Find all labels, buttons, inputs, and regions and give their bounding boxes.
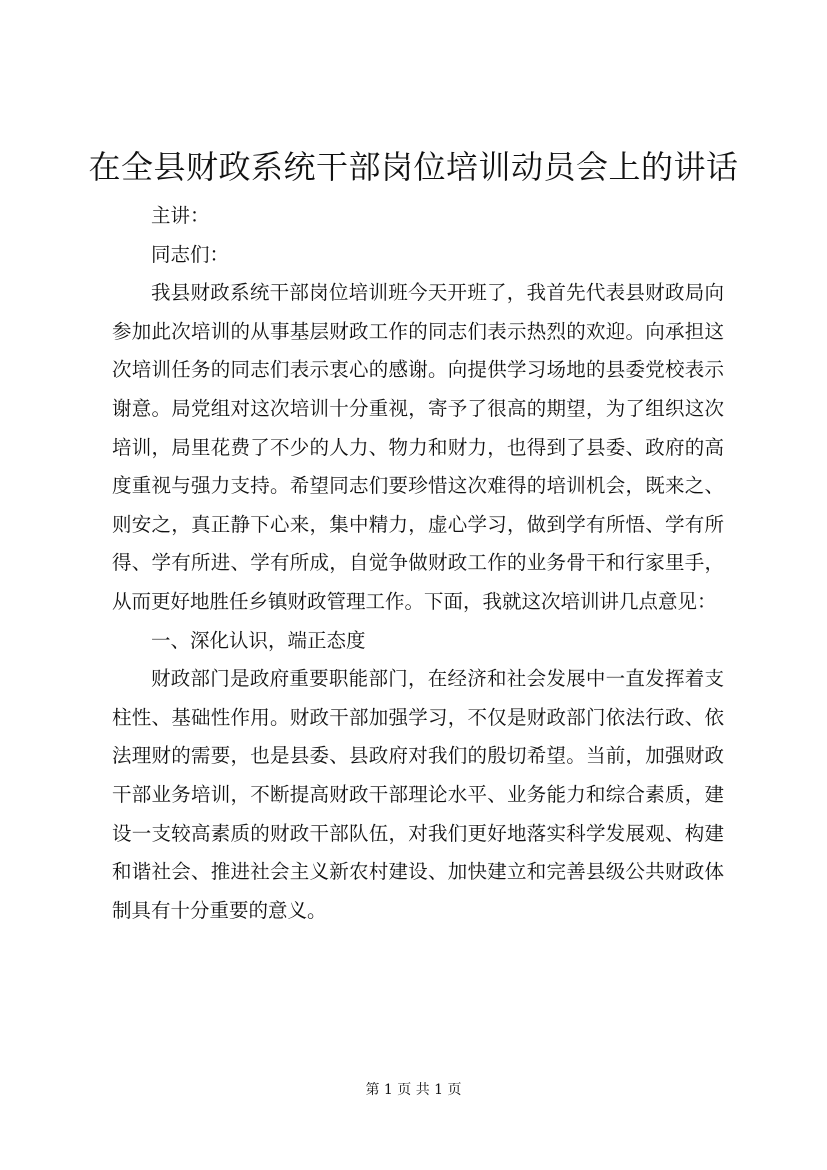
section-heading-1: 一、深化认识，端正态度 — [151, 628, 366, 652]
paragraph-opening: 我县财政系统干部岗位培训班今天开班了，我首先代表县财政局向参加此次培训的从事基层财政工作的同志们表示热烈的欢迎。向承担这次培训任务的同志们表示衷心的感谢。向提供学习场地的县委党校表示谢意。局党组对这次培训十分重视，寄予了很高的期望，为了组织这次培训，局里花费了不少的人力、物力和财力，也得到了县委、政府的高度重视与强力支持。希望同志们要珍惜这次难得的培训机会，既来之、则安之，真正静下心来，集中精力，虚心学习，做到学有所悟、学有所得、学有所进、学有所成，自觉争做财政工作的业务骨干和行家里手，从而更好地胜任乡镇财政管理工作。下面，我就这次培训讲几点意见： — [112, 281, 724, 613]
page-footer: 第 1 页 共 1 页 — [365, 1082, 462, 1098]
paragraph-salutation: 同志们： — [151, 242, 230, 266]
paragraph-section-1: 财政部门是政府重要职能部门，在经济和社会发展中一直发挥着支柱性、基础性作用。财政干部加强学习，不仅是财政部门依法行政、依法理财的需要，也是县委、县政府对我们的殷切希望。当前，加强财政干部业务培训，不断提高财政干部理论水平、业务能力和综合素质，建设一支较高素质的财政干部队伍，对我们更好地落实科学发展观、构建和谐社会、推进社会主义新农村建设、加快建立和完善县级公共财政体制具有十分重要的意义。 — [112, 667, 724, 922]
document-title: 在全县财政系统干部岗位培训动员会上的讲话 — [88, 148, 739, 186]
paragraph-speaker: 主讲： — [151, 204, 210, 227]
document-body — [112, 197, 724, 930]
